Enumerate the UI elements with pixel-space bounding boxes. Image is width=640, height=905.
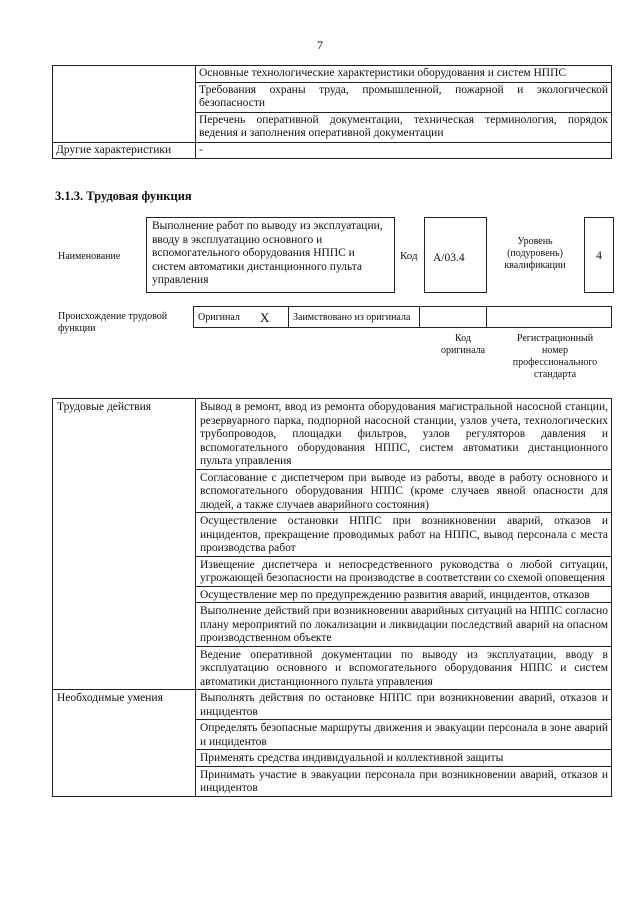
table-row (53, 399, 612, 470)
function-name-box: Выполнение работ по выводу из эксплуатации, вводу в эксплуатацию основного и вспомогательного оборудования НППС и систем автоматики дистанционного пульта управления (146, 217, 395, 293)
table-row (53, 690, 612, 720)
registration-number-cell (487, 307, 612, 328)
page-number: 7 (317, 38, 323, 52)
borrowed-label: Заимствовано из оригинала (289, 307, 420, 328)
table-row (194, 307, 612, 328)
code-caption: Код оригинала (440, 333, 486, 356)
original-mark: X (256, 307, 289, 328)
other-characteristics-value: - (196, 142, 612, 159)
registration-caption: Регистрационный номер профессионального стандарта (512, 333, 598, 380)
skill-item: Выполнять действия по остановке НППС при возникновении аварий, отказов и инцидентов (196, 690, 612, 720)
action-item: Осуществление остановки НППС при возникновении аварий, отказов и инцидентов, прекращение проводимых работ на НППС, вывод персонала с места производства работ (196, 513, 612, 557)
action-item: Согласование с диспетчером при выводе из работы, вводе в работу основного и вспомогательного оборудования НППС (кроме случаев явной опасности для людей, а также случаев аварийного состояния) (196, 469, 612, 513)
other-characteristics-label: Другие характеристики (53, 142, 196, 159)
action-item: Ведение оперативной документации по выводу из эксплуатации, вводу в эксплуатацию основного и вспомогательного оборудования НППС и систем автоматики дистанционного пульта управления (196, 646, 612, 690)
labor-function-table (52, 398, 612, 797)
skill-item: Принимать участие в эвакуации персонала при возникновении аварий, отказов и инцидентов (196, 766, 612, 796)
table-row (53, 142, 612, 159)
section-title: 3.1.3. Трудовая функция (55, 189, 192, 203)
table-row (53, 66, 612, 83)
actions-label: Трудовые действия (53, 399, 196, 690)
level-label: Уровень (подуровень) квалификации (504, 236, 566, 271)
action-item: Осуществление мер по предупреждению развития аварий, инцидентов, отказов (196, 586, 612, 603)
empty-label-cell (53, 66, 196, 143)
action-item: Вывод в ремонт, ввод из ремонта оборудования магистральной насосной станции, резервуарного парка, подпорной насосной станции, узлов учета, технологических трубопроводов, площадки фильтров, узлов регуляторов давления и вспомогательного оборудования НППС, систем автоматики дистанционного пульта управления (196, 399, 612, 470)
skills-label: Необходимые умения (53, 690, 196, 797)
origin-table (193, 306, 612, 328)
original-label: Оригинал (194, 307, 257, 328)
origin-label: Происхождение трудовой функции (58, 311, 168, 334)
code-label: Код (400, 250, 418, 262)
table-cell: Требования охраны труда, промышленной, пожарной и экологической безопасности (196, 82, 612, 112)
function-code-box: А/03.4 (424, 217, 487, 293)
action-item: Выполнение действий при возникновении аварийных ситуаций на НППС согласно плану мероприятий по локализации и ликвидации последствий аварий на опасном производственном объекте (196, 603, 612, 647)
action-item: Извещение диспетчера и непосредственного руководства о любой ситуации, угрожающей безопасности на производстве в соответствии со схемой оповещения (196, 556, 612, 586)
skill-item: Применять средства индивидуальной и коллективной защиты (196, 750, 612, 767)
name-label: Наименование (58, 251, 121, 262)
top-characteristics-table (52, 65, 612, 159)
original-code-cell (420, 307, 487, 328)
table-cell: Перечень оперативной документации, техническая терминология, порядок ведения и заполнения оперативной документации (196, 112, 612, 142)
level-value-box: 4 (584, 217, 614, 293)
table-cell: Основные технологические характеристики оборудования и систем НППС (196, 66, 612, 83)
skill-item: Определять безопасные маршруты движения и эвакуации персонала в зоне аварий и инцидентов (196, 720, 612, 750)
